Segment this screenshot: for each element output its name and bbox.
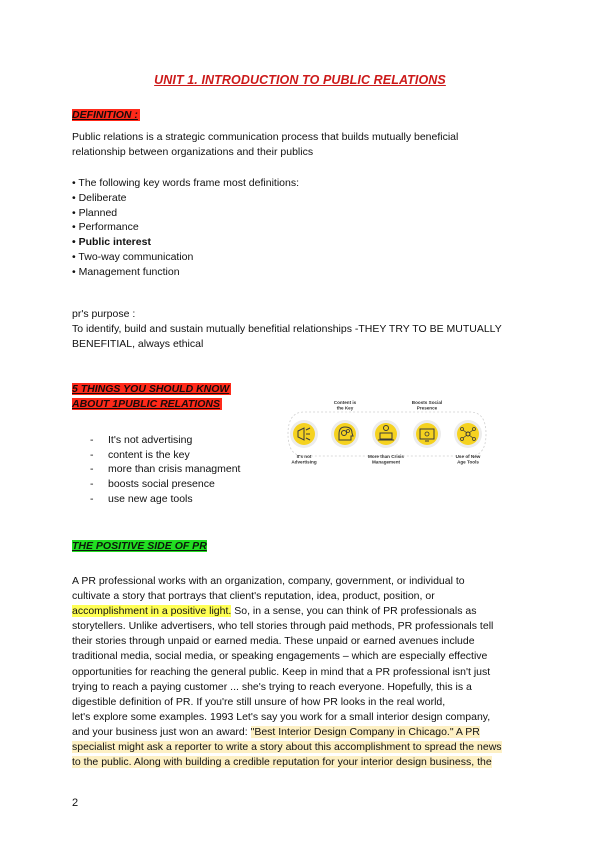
list-item: - boosts social presence [90,478,215,491]
list-item: - content is the key [90,448,190,461]
head-gears-icon [331,420,359,448]
highlighted-text: accomplishment in a positive light. [72,605,232,618]
keywords-list [72,176,299,280]
paragraph-text: let's explore some examples. 1993 Let's say you work for a small interior design company, [72,710,491,723]
paragraph-text: their stories through unpaid or earned media. These unpaid or earned avenues include [72,635,475,648]
positive-side-body [72,574,542,770]
paragraph-line [72,649,542,664]
label-content-key-2: the Key [336,405,354,411]
label-crisis-1: More than Crisis [368,454,404,459]
label-not-advertising-1: It's not [296,454,312,459]
paragraph-line [72,589,542,604]
paragraph-text: opportunities for reaching the general public. Keep in mind that a PR professional isn't just [72,665,491,678]
highlighted-text: specialist might ask a reporter to write a story about this accomplishment to spread the news [72,741,502,754]
keyword-item: • Planned [72,206,118,219]
definition-text [72,130,532,160]
keyword-item: • Public interest [72,236,151,249]
definition-line-1: Public relations is a strategic communication process that builds mutually beneficial [72,131,459,143]
purpose-section [72,307,542,352]
paragraph-line [72,619,542,634]
highlighted-text: "Best Interior Design Company in Chicago." A PR [250,725,480,738]
highlighted-text: to the public. Along with building a credible reputation for your interior design business, the [72,756,492,769]
paragraph-text: A PR professional works with an organization, company, government, or individual to [72,575,465,587]
paragraph-line [72,574,542,589]
label-social-2: Presence [416,405,438,411]
paragraph-line [72,634,542,649]
list-item: - more than crisis managment [90,463,241,476]
paragraph-text: traditional media, social media, or speaking engagements – which are especially effective [72,650,488,663]
megaphone-icon [290,420,318,448]
keywords-intro: • The following key words frame most definitions: [72,177,299,189]
keyword-item: • Two-way communication [72,250,194,263]
keyword-item: • Performance [72,221,139,234]
definition-line-2: relationship between organizations and their publics [72,146,314,158]
label-tools-2: Age Tools [457,459,479,465]
paragraph-text: digestible definition of PR. If you're still unsure of how PR looks in the real world, [72,695,446,708]
network-icon [454,420,482,448]
paragraph-line [72,725,542,740]
purpose-line-1: To identify, build and sustain mutually benefitial relationships -THEY TRY TO BE MUTUALLY [72,323,502,335]
list-item: - use new age tools [90,492,193,505]
paragraph-line [72,710,542,725]
positive-side-heading-text: THE POSITIVE SIDE OF PR [72,540,207,552]
paragraph-line [72,695,542,710]
paragraph-text: cultivate a story that portrays that client's reputation, idea, product, position, or [72,590,435,603]
laptop-person-icon [372,420,400,448]
paragraph-text: So, in a sense, you can think of PR professionals as [231,605,477,618]
list-item: - It's not advertising [90,434,193,446]
label-crisis-2: Management [371,459,401,465]
label-social-1: Boosts Social [411,400,443,405]
five-things-heading [72,382,231,412]
five-things-list [90,433,240,507]
keyword-item: • Management function [72,265,180,278]
positive-side-heading [72,539,207,554]
purpose-label: pr's purpose : [72,308,136,320]
screen-icon [413,420,441,448]
label-content-key-1: Content is [333,400,357,405]
five-things-infographic [282,398,492,478]
paragraph-line [72,665,542,680]
page-number: 2 [72,797,79,809]
label-not-advertising-2: Advertising [291,459,317,465]
definition-heading [72,108,140,123]
purpose-line-2: BENEFITIAL, always ethical [72,338,204,350]
paragraph-line [72,740,542,755]
paragraph-text: trying to reach a paying customer ... she's trying to reach everyone. Hopefully, this is a [72,680,472,693]
paragraph-line [72,755,542,770]
paragraph-text: storytellers. Unlike advertisers, who tell stories through paid methods, PR professionals tell [72,620,494,633]
paragraph-line [72,604,542,619]
five-things-heading-line-2: ABOUT 1PUBLIC RELATIONS [72,398,220,410]
paragraph-text: and your business just won an award: [72,725,251,738]
page-title: UNIT 1. INTRODUCTION TO PUBLIC RELATIONS [154,73,446,87]
label-tools-1: Use of New [455,454,481,459]
keyword-item: • Deliberate [72,191,127,204]
five-things-heading-line-1: 5 THINGS YOU SHOULD KNOW [72,383,230,395]
paragraph-line [72,680,542,695]
definition-heading-text: DEFINITION : [72,109,138,121]
